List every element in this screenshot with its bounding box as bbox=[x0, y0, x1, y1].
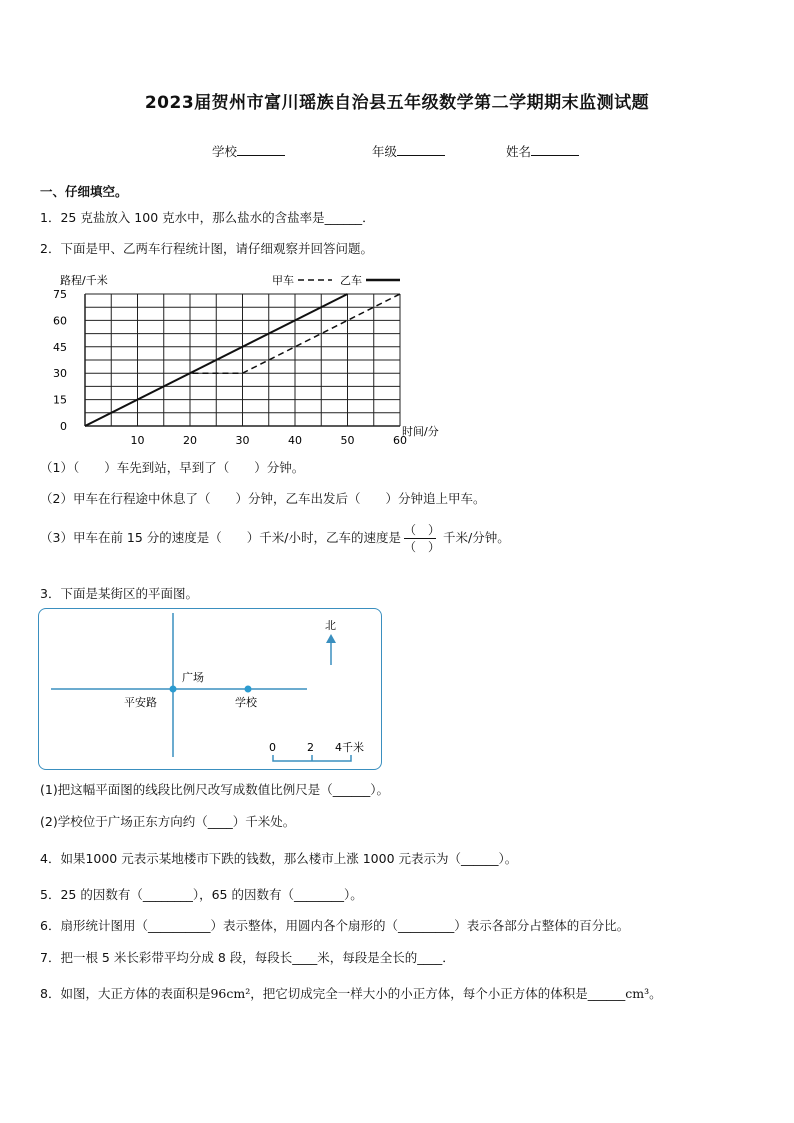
y-tick-label: 75 bbox=[53, 288, 67, 301]
road-label: 平安路 bbox=[124, 696, 157, 709]
question-2: 2．下面是甲、乙两车行程统计图，请仔细观察并回答问题。 bbox=[40, 241, 373, 256]
fraction-denominator: （ ） bbox=[404, 540, 441, 554]
surface-area-value: 96cm² bbox=[210, 986, 251, 1001]
scale-tick-2: 2 bbox=[307, 741, 314, 754]
north-arrow-icon bbox=[326, 634, 336, 643]
volume-unit: cm³ bbox=[625, 986, 650, 1001]
scale-tick-4: 4千米 bbox=[335, 741, 364, 754]
school-label: 学校 bbox=[235, 696, 257, 709]
legend-jia-label: 甲车 bbox=[272, 274, 294, 287]
grade-field bbox=[372, 142, 445, 160]
question-2-2: （2）甲车在行程途中休息了（ ）分钟，乙车出发后（ ）分钟追上甲车。 bbox=[40, 491, 486, 506]
x-tick-label: 40 bbox=[288, 434, 302, 447]
chart-ticks bbox=[53, 288, 407, 447]
school-dot bbox=[245, 686, 252, 693]
grade-label: 年级 bbox=[372, 144, 398, 159]
x-tick-label: 20 bbox=[183, 434, 197, 447]
question-3: 3．下面是某街区的平面图。 bbox=[40, 586, 198, 601]
question-2-3 bbox=[40, 522, 510, 555]
name-label: 姓名 bbox=[506, 144, 532, 159]
y-tick-label: 0 bbox=[60, 420, 67, 433]
question-3-2: (2)学校位于广场正东方向约（____）千米处。 bbox=[40, 814, 296, 829]
section-heading: 一、仔细填空。 bbox=[40, 184, 128, 199]
question-2-1: （1）（ ）车先到站，早到了（ ）分钟。 bbox=[40, 460, 305, 475]
question-2-3-text: （3）甲车在前 15 分的速度是（ ）千米/小时，乙车的速度是 bbox=[40, 530, 402, 545]
question-5: 5．25 的因数有（________），65 的因数有（________）。 bbox=[40, 887, 363, 902]
fraction-numerator: （ ） bbox=[404, 523, 441, 537]
question-8-text: 8．如图，大正方体的表面积是 bbox=[40, 986, 211, 1001]
travel-chart bbox=[40, 268, 460, 450]
square-label: 广场 bbox=[182, 671, 204, 684]
question-6: 6．扇形统计图用（__________）表示整体，用圆内各个扇形的（_________）表示各部分占整体的百分比。 bbox=[40, 918, 630, 933]
north-label: 北 bbox=[325, 619, 336, 632]
scale-tick-0: 0 bbox=[269, 741, 276, 754]
grade-blank[interactable] bbox=[397, 143, 445, 156]
question-3-1: (1)把这幅平面图的线段比例尺改写成数值比例尺是（______）。 bbox=[40, 782, 389, 797]
square-dot bbox=[170, 686, 177, 693]
y-tick-label: 30 bbox=[53, 367, 67, 381]
school-blank[interactable] bbox=[237, 143, 285, 156]
speed-fraction[interactable] bbox=[404, 522, 440, 555]
street-map-drawing bbox=[39, 609, 381, 769]
x-axis-label: 时间/分 bbox=[402, 425, 439, 438]
x-tick-label: 30 bbox=[235, 434, 250, 447]
y-tick-label: 15 bbox=[53, 393, 67, 407]
chart-grid bbox=[85, 294, 400, 426]
x-tick-label: 60 bbox=[393, 434, 407, 447]
scale-bar bbox=[273, 755, 351, 761]
question-8-text-2: ，把它切成完全一样大小的小正方体，每个小正方体的体积是______ bbox=[250, 986, 626, 1001]
legend-yi-label: 乙车 bbox=[340, 274, 362, 287]
question-1: 1．25 克盐放入 100 克水中，那么盐水的含盐率是______． bbox=[40, 210, 375, 225]
question-4: 4．如果1000 元表示某地楼市下跌的钱数，那么楼市上涨 1000 元表示为（______）。 bbox=[40, 851, 518, 866]
question-7: 7．把一根 5 米长彩带平均分成 8 段，每段长____米，每段是全长的____． bbox=[40, 950, 455, 965]
x-tick-label: 10 bbox=[130, 434, 145, 447]
name-blank[interactable] bbox=[531, 143, 579, 156]
y-axis-label: 路程/千米 bbox=[60, 274, 108, 287]
x-tick-label: 50 bbox=[340, 434, 355, 447]
question-8 bbox=[40, 984, 662, 1002]
school-field bbox=[212, 142, 285, 160]
question-2-3-unit: 千米/分钟。 bbox=[443, 530, 510, 545]
name-field bbox=[506, 142, 579, 160]
page-title: 2023届贺州市富川瑶族自治县五年级数学第二学期期末监测试题 bbox=[144, 93, 650, 113]
question-8-end: 。 bbox=[649, 986, 662, 1001]
street-map bbox=[38, 608, 382, 770]
school-label: 学校 bbox=[212, 144, 238, 159]
y-tick-label: 60 bbox=[53, 314, 67, 328]
y-tick-label: 45 bbox=[53, 340, 67, 354]
